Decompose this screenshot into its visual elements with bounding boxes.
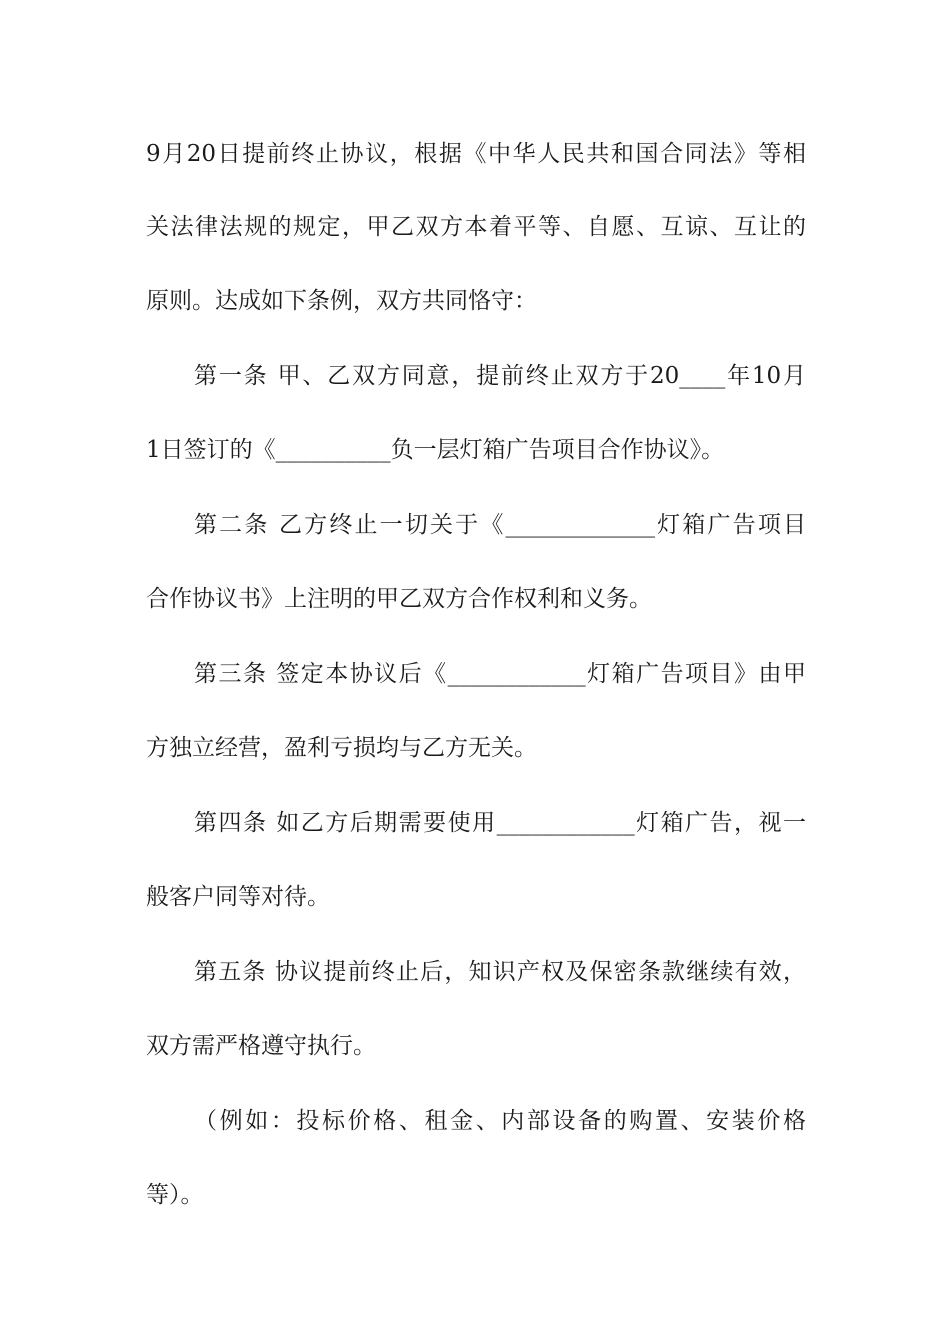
- clause-1-line-1: 第一条 甲、乙双方同意，提前终止双方于20____年10月: [194, 363, 806, 389]
- text-line: 关法律法规的规定，甲乙双方本着平等、自愿、互谅、互让的: [146, 214, 806, 240]
- clause-3-line-2: 方独立经营，盈利亏损均与乙方无关。: [146, 735, 537, 761]
- clause-4-line-2: 般客户同等对待。: [146, 884, 330, 910]
- clause-3-line-1: 第三条 签定本协议后《____________灯箱广告项目》由甲: [194, 661, 806, 687]
- example-note-line-1: （例如：投标价格、租金、内部设备的购置、安装价格: [194, 1108, 806, 1134]
- clause-5-line-1: 第五条 协议提前终止后，知识产权及保密条款继续有效，: [194, 959, 806, 985]
- clause-2-line-2: 合作协议书》上注明的甲乙双方合作权利和义务。: [146, 586, 652, 612]
- text-line: 9月20日提前终止协议，根据《中华人民共和国合同法》等相: [146, 141, 806, 167]
- clause-1-line-2: 1日签订的《__________负一层灯箱广告项目合作协议》。: [146, 437, 725, 463]
- example-note-line-2: 等）。: [146, 1182, 204, 1208]
- text-line: 原则。达成如下条例，双方共同恪守：: [146, 288, 537, 314]
- clause-5-line-2: 双方需严格遵守执行。: [146, 1033, 376, 1059]
- clause-4-line-1: 第四条 如乙方后期需要使用____________灯箱广告，视一: [194, 810, 806, 836]
- clause-2-line-1: 第二条 乙方终止一切关于《_____________灯箱广告项目: [194, 512, 806, 538]
